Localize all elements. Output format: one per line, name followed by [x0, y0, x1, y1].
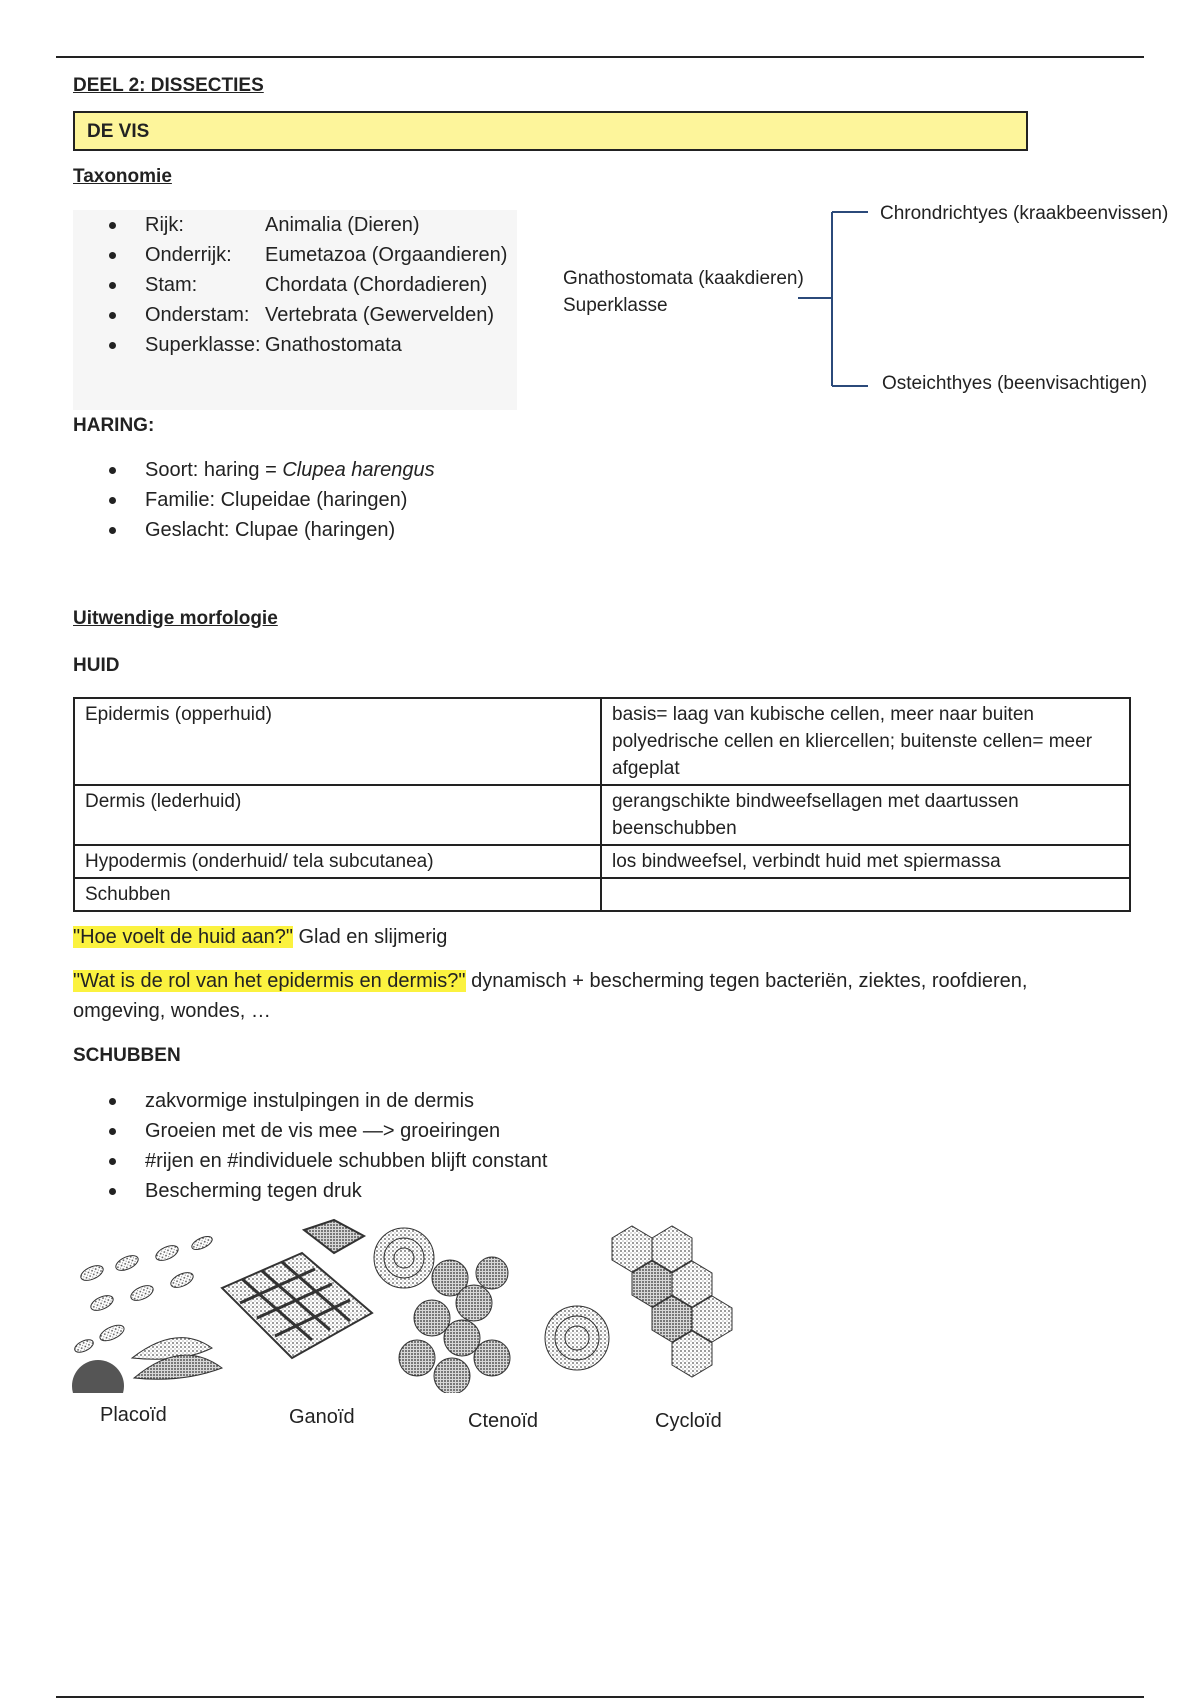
huid-table	[73, 697, 1131, 912]
list-item	[73, 1116, 548, 1146]
list-item	[73, 1176, 548, 1206]
bottom-rule	[56, 1696, 1144, 1698]
bullet-icon	[109, 222, 116, 229]
list-item	[73, 455, 435, 485]
haring-heading: HARING:	[73, 415, 155, 436]
tax-value: Vertebrata (Gewervelden)	[265, 304, 495, 326]
answer-2-cont: omgeving, wondes, …	[73, 1000, 271, 1022]
tree-branch-bottom: Osteichthyes (beenvisachtigen)	[882, 373, 1148, 394]
tree-connector	[790, 200, 870, 390]
ctenoid-scales-image	[374, 1228, 510, 1393]
bullet-icon	[109, 1188, 116, 1195]
table-row	[74, 845, 1130, 878]
tax-value: Gnathostomata	[265, 334, 402, 356]
tax-key: Superklasse:	[145, 334, 261, 356]
taxonomy-list	[73, 210, 507, 360]
caption-cycloid: Cycloïd	[655, 1410, 722, 1432]
haring-latin-name: Clupea harengus	[282, 459, 435, 481]
tax-key: Onderrijk:	[145, 244, 232, 266]
bullet-icon	[109, 467, 116, 474]
table-cell-term: Hypodermis (onderhuid/ tela subcutanea)	[74, 845, 601, 878]
table-cell-desc: gerangschikte bindweefsellagen met daartussen beenschubben	[601, 785, 1130, 845]
ganoid-scales-image	[222, 1220, 372, 1358]
top-rule	[56, 56, 1144, 58]
bullet-icon	[109, 312, 116, 319]
list-item	[73, 485, 435, 515]
table-row	[74, 785, 1130, 845]
answer-2: dynamisch + bescherming tegen bacteriën, ziektes, roofdieren,	[465, 970, 1028, 992]
caption-ctenoid: Ctenoïd	[468, 1410, 539, 1432]
tax-value: Chordata (Chordadieren)	[265, 274, 488, 296]
bullet-icon	[109, 1158, 116, 1165]
bullet-icon	[109, 527, 116, 534]
tax-key: Stam:	[145, 274, 198, 296]
scale-types-illustration	[72, 1218, 752, 1393]
schubben-item: Bescherming tegen druk	[145, 1180, 362, 1202]
list-item	[73, 240, 507, 270]
question-1-highlight: "Hoe voelt de huid aan?"	[73, 926, 293, 948]
list-item	[73, 515, 435, 545]
table-cell-desc: los bindweefsel, verbindt huid met spiermassa	[601, 845, 1130, 878]
huid-heading: HUID	[73, 655, 120, 676]
list-item	[73, 300, 507, 330]
tax-value: Animalia (Dieren)	[265, 214, 420, 236]
bullet-icon	[109, 1098, 116, 1105]
schubben-heading: SCHUBBEN	[73, 1045, 181, 1066]
cycloid-scales-image	[545, 1226, 732, 1377]
question-2-highlight: "Wat is de rol van het epidermis en dermis?"	[73, 970, 466, 992]
tree-root-rank: Superklasse	[563, 295, 668, 316]
question-1	[73, 922, 447, 952]
table-cell-desc	[601, 878, 1130, 911]
morphology-heading: Uitwendige morfologie	[73, 608, 278, 629]
haring-list	[73, 455, 435, 545]
title-box	[73, 111, 1028, 151]
tree-branch-top: Chrondrichtyes (kraakbeenvissen)	[880, 203, 1169, 224]
haring-soort: Soort: haring =	[145, 459, 283, 481]
schubben-list	[73, 1086, 548, 1206]
tax-value: Eumetazoa (Orgaandieren)	[265, 244, 508, 266]
list-item	[73, 330, 507, 360]
title-text: DE VIS	[87, 121, 150, 142]
tax-key: Rijk:	[145, 214, 184, 236]
list-item	[73, 270, 507, 300]
tax-key: Onderstam:	[145, 304, 250, 326]
question-2	[73, 966, 1133, 1026]
caption-ganoid: Ganoïd	[289, 1406, 355, 1428]
bullet-icon	[109, 497, 116, 504]
bullet-icon	[109, 1128, 116, 1135]
table-row	[74, 698, 1130, 785]
list-item	[73, 1146, 548, 1176]
schubben-item: Groeien met de vis mee —> groeiringen	[145, 1120, 501, 1142]
haring-geslacht: Geslacht: Clupae (haringen)	[145, 519, 396, 541]
table-cell-term: Schubben	[74, 878, 601, 911]
answer-1: Glad en slijmerig	[292, 926, 448, 948]
tree-root-name: Gnathostomata (kaakdieren)	[563, 268, 804, 289]
schubben-item: zakvormige instulpingen in de dermis	[145, 1090, 475, 1112]
table-cell-desc: basis= laag van kubische cellen, meer naar buiten polyedrische cellen en kliercellen; buitenste cellen= meer afgeplat	[601, 698, 1130, 785]
list-item	[73, 1086, 548, 1116]
table-cell-term: Epidermis (opperhuid)	[74, 698, 601, 785]
taxonomy-heading: Taxonomie	[73, 166, 172, 187]
section-heading: DEEL 2: DISSECTIES	[73, 75, 264, 96]
list-item	[73, 210, 507, 240]
caption-placoid: Placoïd	[100, 1404, 167, 1426]
haring-familie: Familie: Clupeidae (haringen)	[145, 489, 408, 511]
placoid-scales-image	[72, 1234, 222, 1393]
bullet-icon	[109, 282, 116, 289]
bullet-icon	[109, 342, 116, 349]
table-row	[74, 878, 1130, 911]
table-cell-term: Dermis (lederhuid)	[74, 785, 601, 845]
schubben-item: #rijen en #individuele schubben blijft constant	[145, 1150, 548, 1172]
bullet-icon	[109, 252, 116, 259]
